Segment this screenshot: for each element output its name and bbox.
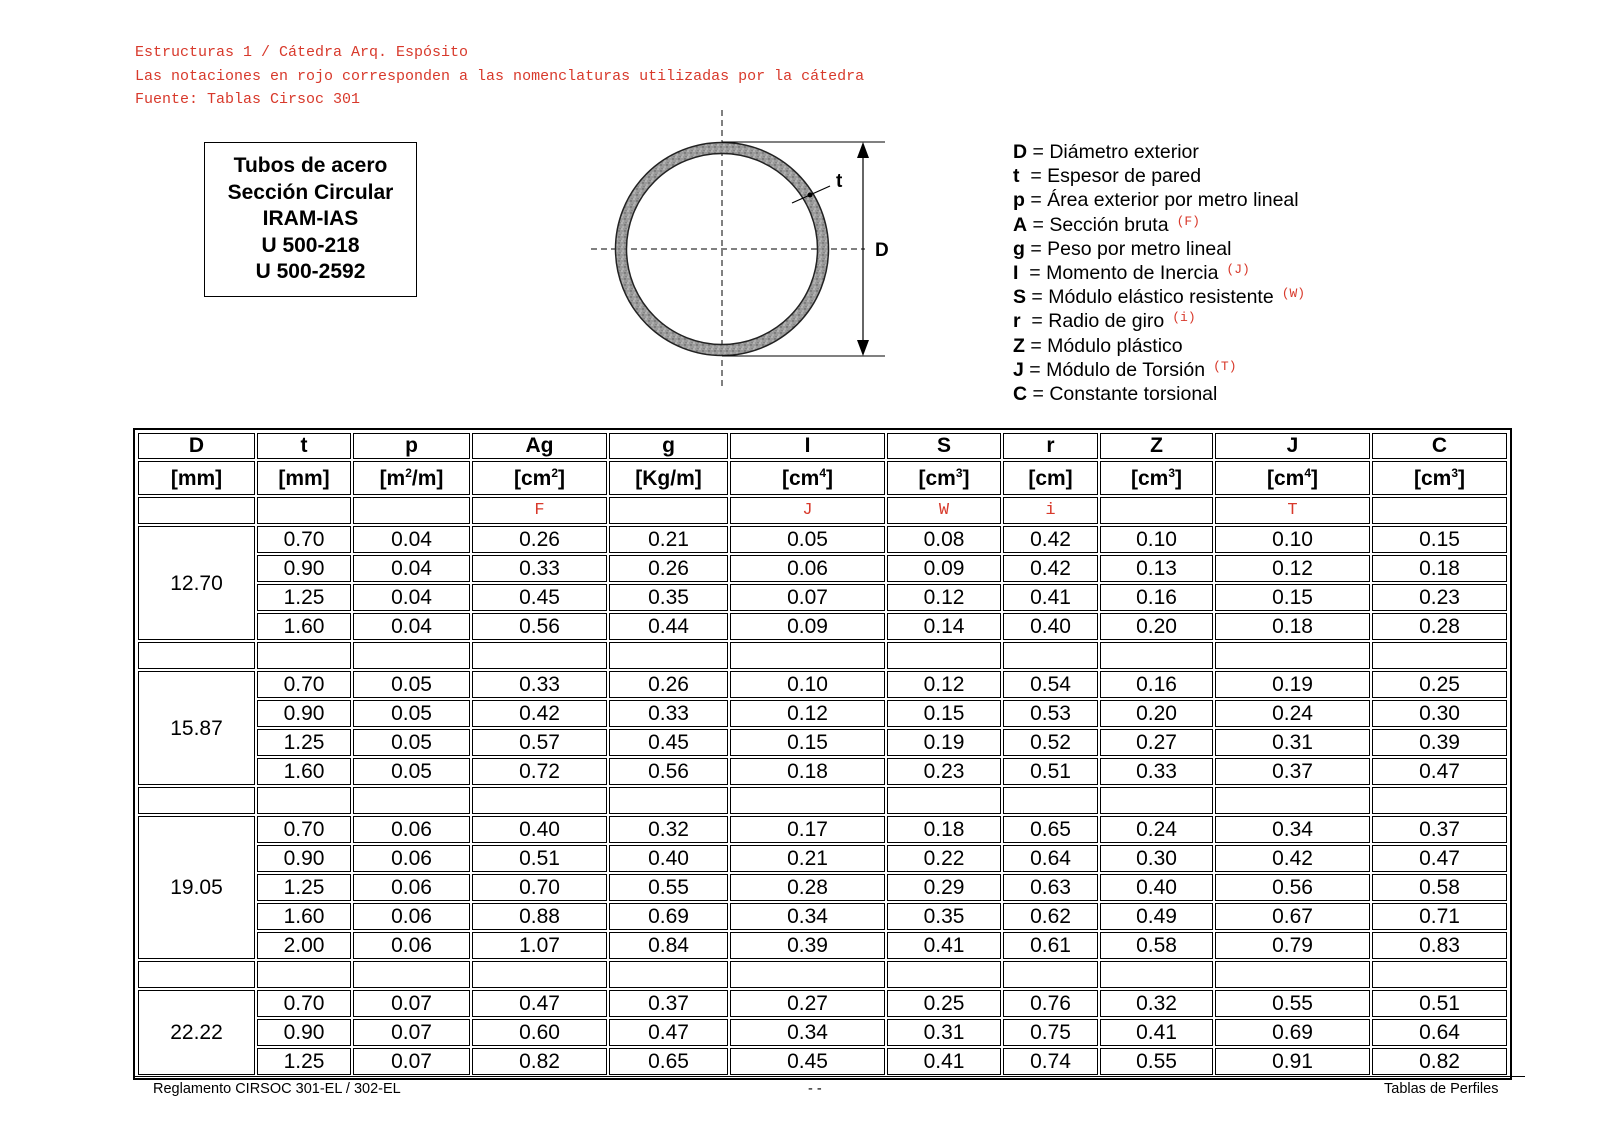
table-row <box>138 526 1507 553</box>
table-cell: 0.10 <box>730 671 885 698</box>
column-unit: $[cm^3]$ <box>1100 461 1213 495</box>
table-cell: 1.07 <box>472 932 607 959</box>
table-cell: 0.70 <box>257 526 351 553</box>
table-cell: 0.55 <box>609 874 728 901</box>
table-cell: 0.39 <box>1372 729 1507 756</box>
legend-item: S = Módulo elástico resistente $^{(W)}$ <box>1013 286 1306 309</box>
legend-item: C = Constante torsional <box>1013 383 1218 406</box>
table-cell: 1.60 <box>257 903 351 930</box>
table-cell: 0.26 <box>472 526 607 553</box>
column-unit: $[cm^3]$ <box>887 461 1001 495</box>
table-cell: 0.70 <box>257 990 351 1017</box>
table-row <box>138 555 1507 582</box>
column-nomenclature: W <box>887 497 1001 524</box>
table-cell: 0.06 <box>353 845 470 872</box>
column-unit: [cm] <box>1003 461 1098 495</box>
column-nomenclature: i <box>1003 497 1098 524</box>
table-cell: 0.61 <box>1003 932 1098 959</box>
table-cell: 0.82 <box>472 1048 607 1075</box>
table-cell: 0.84 <box>609 932 728 959</box>
table-cell: 0.56 <box>1215 874 1370 901</box>
table-cell: 0.20 <box>1100 700 1213 727</box>
table-row <box>138 613 1507 640</box>
table-cell: 0.30 <box>1372 700 1507 727</box>
column-symbol: J <box>1215 433 1370 459</box>
column-symbol: t <box>257 433 351 459</box>
table-cell: 0.05 <box>353 758 470 785</box>
profile-table <box>136 431 1509 1077</box>
header-row-nomenclature <box>138 497 1507 524</box>
table-cell: 0.76 <box>1003 990 1098 1017</box>
column-nomenclature <box>353 497 470 524</box>
table-row <box>138 845 1507 872</box>
table-cell: 0.09 <box>887 555 1001 582</box>
table-cell: 0.34 <box>730 1019 885 1046</box>
table-cell: 0.90 <box>257 1019 351 1046</box>
table-cell: 0.65 <box>609 1048 728 1075</box>
table-cell: 0.06 <box>353 932 470 959</box>
table-cell: 1.25 <box>257 584 351 611</box>
table-cell: 0.37 <box>1215 758 1370 785</box>
header-row-symbols <box>138 433 1507 459</box>
table-cell: 0.18 <box>887 816 1001 843</box>
header-line-notation: Las notaciones en rojo corresponden a las nomenclaturas utilizadas por la cátedra <box>135 67 865 85</box>
diameter-label: D <box>875 240 889 261</box>
title-line: U 500-218 <box>261 233 360 257</box>
table-cell: 0.34 <box>730 903 885 930</box>
column-nomenclature: J <box>730 497 885 524</box>
table-row <box>138 1048 1507 1075</box>
table-cell: 0.55 <box>1100 1048 1213 1075</box>
table-row <box>138 729 1507 756</box>
table-cell: 0.64 <box>1372 1019 1507 1046</box>
table-cell: 0.49 <box>1100 903 1213 930</box>
table-cell: 0.12 <box>887 671 1001 698</box>
table-cell: 0.40 <box>1100 874 1213 901</box>
table-cell: 0.32 <box>1100 990 1213 1017</box>
column-nomenclature <box>1372 497 1507 524</box>
title-line: IRAM-IAS <box>262 207 359 231</box>
column-unit: $[m^2/m]$ <box>353 461 470 495</box>
table-cell: 0.69 <box>1215 1019 1370 1046</box>
table-cell: 0.62 <box>1003 903 1098 930</box>
table-cell: 0.07 <box>353 1019 470 1046</box>
table-cell: 0.15 <box>887 700 1001 727</box>
table-cell: 0.10 <box>1100 526 1213 553</box>
table-row <box>138 1019 1507 1046</box>
column-unit: $[cm^4]$ <box>730 461 885 495</box>
column-unit: $[cm^2]$ <box>472 461 607 495</box>
table-cell: 0.91 <box>1215 1048 1370 1075</box>
column-symbol: D <box>138 433 255 459</box>
column-nomenclature <box>138 497 255 524</box>
table-cell: 0.24 <box>1100 816 1213 843</box>
table-cell: 0.12 <box>730 700 885 727</box>
table-cell: 0.41 <box>1100 1019 1213 1046</box>
table-cell: 1.25 <box>257 1048 351 1075</box>
title-line: Tubos de acero <box>233 154 388 178</box>
table-cell: 0.58 <box>1372 874 1507 901</box>
table-cell: 0.57 <box>472 729 607 756</box>
title-box <box>204 142 417 297</box>
legend-item: p = Área exterior por metro lineal <box>1013 189 1299 212</box>
table-cell: 0.06 <box>730 555 885 582</box>
table-cell: 0.88 <box>472 903 607 930</box>
table-cell: 0.21 <box>730 845 885 872</box>
table-cell: 0.16 <box>1100 584 1213 611</box>
table-cell: 0.82 <box>1372 1048 1507 1075</box>
table-cell: 0.24 <box>1215 700 1370 727</box>
table-cell: 0.75 <box>1003 1019 1098 1046</box>
table-cell: 0.60 <box>472 1019 607 1046</box>
table-cell: 0.28 <box>1372 613 1507 640</box>
column-unit: [mm] <box>257 461 351 495</box>
table-cell: 0.26 <box>609 555 728 582</box>
table-cell: 0.33 <box>472 555 607 582</box>
column-unit: $[cm^4]$ <box>1215 461 1370 495</box>
table-cell: 0.27 <box>730 990 885 1017</box>
table-row <box>138 758 1507 785</box>
table-cell: 0.40 <box>609 845 728 872</box>
header-block <box>135 41 864 112</box>
table-cell: 0.56 <box>609 758 728 785</box>
table-cell: 0.15 <box>730 729 885 756</box>
table-cell: 0.70 <box>472 874 607 901</box>
table-cell: 0.42 <box>1003 526 1098 553</box>
table-cell: 0.19 <box>1215 671 1370 698</box>
table-cell: 0.37 <box>609 990 728 1017</box>
table-cell: 0.06 <box>353 903 470 930</box>
legend-item: A = Sección bruta $^{(F)}$ <box>1013 213 1200 236</box>
table-cell: 0.44 <box>609 613 728 640</box>
table-cell: 0.05 <box>353 671 470 698</box>
footer-right: Tablas de Perfiles <box>1384 1081 1499 1097</box>
footer-page-number: - - <box>808 1081 822 1097</box>
table-cell: 0.37 <box>1372 816 1507 843</box>
table-cell: 1.25 <box>257 874 351 901</box>
table-cell: 0.40 <box>472 816 607 843</box>
table-cell: 0.33 <box>1100 758 1213 785</box>
table-cell: 0.45 <box>609 729 728 756</box>
table-cell: 0.83 <box>1372 932 1507 959</box>
table-cell: 0.26 <box>609 671 728 698</box>
column-nomenclature <box>257 497 351 524</box>
table-row <box>138 903 1507 930</box>
table-cell: 0.14 <box>887 613 1001 640</box>
table-cell: 0.42 <box>1215 845 1370 872</box>
spacer-row <box>138 642 1507 669</box>
column-unit: $[cm^3]$ <box>1372 461 1507 495</box>
spacer-row <box>138 787 1507 814</box>
diameter-cell: 22.22 <box>138 990 255 1075</box>
table-row <box>138 932 1507 959</box>
table-cell: 0.58 <box>1100 932 1213 959</box>
table-cell: 0.18 <box>730 758 885 785</box>
table-row <box>138 874 1507 901</box>
table-row <box>138 671 1507 698</box>
table-cell: 0.35 <box>609 584 728 611</box>
table-cell: 0.54 <box>1003 671 1098 698</box>
legend-item: t = Espesor de pared <box>1013 165 1202 188</box>
table-cell: 0.40 <box>1003 613 1098 640</box>
table-cell: 0.32 <box>609 816 728 843</box>
table-cell: 0.16 <box>1100 671 1213 698</box>
table-cell: 0.23 <box>1372 584 1507 611</box>
diameter-cell: 15.87 <box>138 671 255 785</box>
table-cell: 0.41 <box>1003 584 1098 611</box>
table-cell: 0.18 <box>1215 613 1370 640</box>
header-line-source: Fuente: Tablas Cirsoc 301 <box>135 91 361 108</box>
table-cell: 0.06 <box>353 874 470 901</box>
column-unit: [mm] <box>138 461 255 495</box>
column-nomenclature <box>1100 497 1213 524</box>
table-cell: 0.04 <box>353 613 470 640</box>
table-cell: 1.25 <box>257 729 351 756</box>
table-cell: 0.47 <box>1372 758 1507 785</box>
table-cell: 0.72 <box>472 758 607 785</box>
table-cell: 0.90 <box>257 700 351 727</box>
table-cell: 0.70 <box>257 816 351 843</box>
column-symbol: C <box>1372 433 1507 459</box>
table-cell: 0.69 <box>609 903 728 930</box>
table-cell: 0.05 <box>353 729 470 756</box>
header-line-course: Estructuras 1 / Cátedra Arq. Espósito <box>135 44 469 61</box>
table-cell: 0.31 <box>1215 729 1370 756</box>
column-nomenclature: T <box>1215 497 1370 524</box>
table-cell: 0.08 <box>887 526 1001 553</box>
profile-table-frame <box>133 428 1512 1080</box>
table-cell: 0.71 <box>1372 903 1507 930</box>
table-cell: 0.70 <box>257 671 351 698</box>
header-row-units <box>138 461 1507 495</box>
table-cell: 0.51 <box>472 845 607 872</box>
table-row <box>138 816 1507 843</box>
table-row <box>138 990 1507 1017</box>
column-symbol: Z <box>1100 433 1213 459</box>
table-cell: 0.20 <box>1100 613 1213 640</box>
table-cell: 0.18 <box>1372 555 1507 582</box>
table-cell: 1.60 <box>257 613 351 640</box>
table-cell: 0.33 <box>609 700 728 727</box>
table-cell: 0.12 <box>887 584 1001 611</box>
table-cell: 0.05 <box>353 700 470 727</box>
table-cell: 0.28 <box>730 874 885 901</box>
title-line: U 500-2592 <box>255 260 366 284</box>
table-cell: 0.52 <box>1003 729 1098 756</box>
arrow-down-icon <box>857 340 869 356</box>
table-cell: 0.65 <box>1003 816 1098 843</box>
column-symbol: r <box>1003 433 1098 459</box>
table-cell: 0.07 <box>730 584 885 611</box>
table-cell: 0.63 <box>1003 874 1098 901</box>
table-cell: 0.35 <box>887 903 1001 930</box>
arrow-up-icon <box>857 142 869 158</box>
table-row <box>138 700 1507 727</box>
column-unit: [Kg/m] <box>609 461 728 495</box>
table-cell: 0.51 <box>1003 758 1098 785</box>
table-cell: 0.47 <box>1372 845 1507 872</box>
table-cell: 0.39 <box>730 932 885 959</box>
column-symbol: p <box>353 433 470 459</box>
diameter-cell: 19.05 <box>138 816 255 959</box>
table-cell: 0.47 <box>472 990 607 1017</box>
table-cell: 0.15 <box>1372 526 1507 553</box>
spacer-row <box>138 961 1507 988</box>
column-symbol: g <box>609 433 728 459</box>
table-cell: 0.51 <box>1372 990 1507 1017</box>
table-cell: 0.09 <box>730 613 885 640</box>
diameter-cell: 12.70 <box>138 526 255 640</box>
column-symbol: Ag <box>472 433 607 459</box>
table-cell: 0.56 <box>472 613 607 640</box>
table-cell: 0.47 <box>609 1019 728 1046</box>
table-cell: 2.00 <box>257 932 351 959</box>
table-cell: 0.90 <box>257 555 351 582</box>
column-nomenclature: F <box>472 497 607 524</box>
legend-item: I = Momento de Inercia $^{(J)}$ <box>1013 262 1250 285</box>
footer-rule <box>133 1076 1525 1077</box>
legend-item: D = Diámetro exterior <box>1013 141 1199 163</box>
table-cell: 0.05 <box>730 526 885 553</box>
table-cell: 0.13 <box>1100 555 1213 582</box>
table-cell: 0.07 <box>353 990 470 1017</box>
table-cell: 0.53 <box>1003 700 1098 727</box>
table-cell: 0.04 <box>353 584 470 611</box>
table-cell: 0.30 <box>1100 845 1213 872</box>
column-symbol: S <box>887 433 1001 459</box>
symbol-legend <box>1013 140 1307 406</box>
table-cell: 0.19 <box>887 729 1001 756</box>
footer-left: Reglamento CIRSOC 301-EL / 302-EL <box>153 1081 401 1097</box>
table-cell: 0.21 <box>609 526 728 553</box>
table-cell: 0.41 <box>887 932 1001 959</box>
table-row <box>138 584 1507 611</box>
table-cell: 0.25 <box>1372 671 1507 698</box>
legend-item: g = Peso por metro lineal <box>1013 237 1232 260</box>
table-cell: 0.04 <box>353 555 470 582</box>
table-cell: 0.34 <box>1215 816 1370 843</box>
table-cell: 0.41 <box>887 1048 1001 1075</box>
table-cell: 0.04 <box>353 526 470 553</box>
table-cell: 0.06 <box>353 816 470 843</box>
legend-item: r = Radio de giro $^{(i)}$ <box>1013 310 1196 333</box>
table-cell: 0.17 <box>730 816 885 843</box>
table-cell: 0.42 <box>1003 555 1098 582</box>
table-cell: 0.22 <box>887 845 1001 872</box>
table-cell: 0.29 <box>887 874 1001 901</box>
table-cell: 0.90 <box>257 845 351 872</box>
legend-item: J = Módulo de Torsión $^{(T)}$ <box>1013 358 1237 381</box>
table-cell: 0.74 <box>1003 1048 1098 1075</box>
table-cell: 0.64 <box>1003 845 1098 872</box>
table-cell: 0.55 <box>1215 990 1370 1017</box>
title-line: Sección Circular <box>227 180 394 204</box>
tube-section-diagram <box>585 108 905 388</box>
table-cell: 0.23 <box>887 758 1001 785</box>
table-cell: 0.25 <box>887 990 1001 1017</box>
column-symbol: I <box>730 433 885 459</box>
table-cell: 0.31 <box>887 1019 1001 1046</box>
table-cell: 0.33 <box>472 671 607 698</box>
legend-item: Z = Módulo plástico <box>1013 334 1183 357</box>
table-cell: 0.15 <box>1215 584 1370 611</box>
table-cell: 0.79 <box>1215 932 1370 959</box>
column-nomenclature <box>609 497 728 524</box>
table-cell: 0.27 <box>1100 729 1213 756</box>
table-cell: 0.07 <box>353 1048 470 1075</box>
table-cell: 1.60 <box>257 758 351 785</box>
thickness-label: t <box>836 171 843 192</box>
table-cell: 0.12 <box>1215 555 1370 582</box>
table-cell: 0.45 <box>472 584 607 611</box>
table-cell: 0.10 <box>1215 526 1370 553</box>
table-cell: 0.42 <box>472 700 607 727</box>
table-cell: 0.67 <box>1215 903 1370 930</box>
table-cell: 0.45 <box>730 1048 885 1075</box>
